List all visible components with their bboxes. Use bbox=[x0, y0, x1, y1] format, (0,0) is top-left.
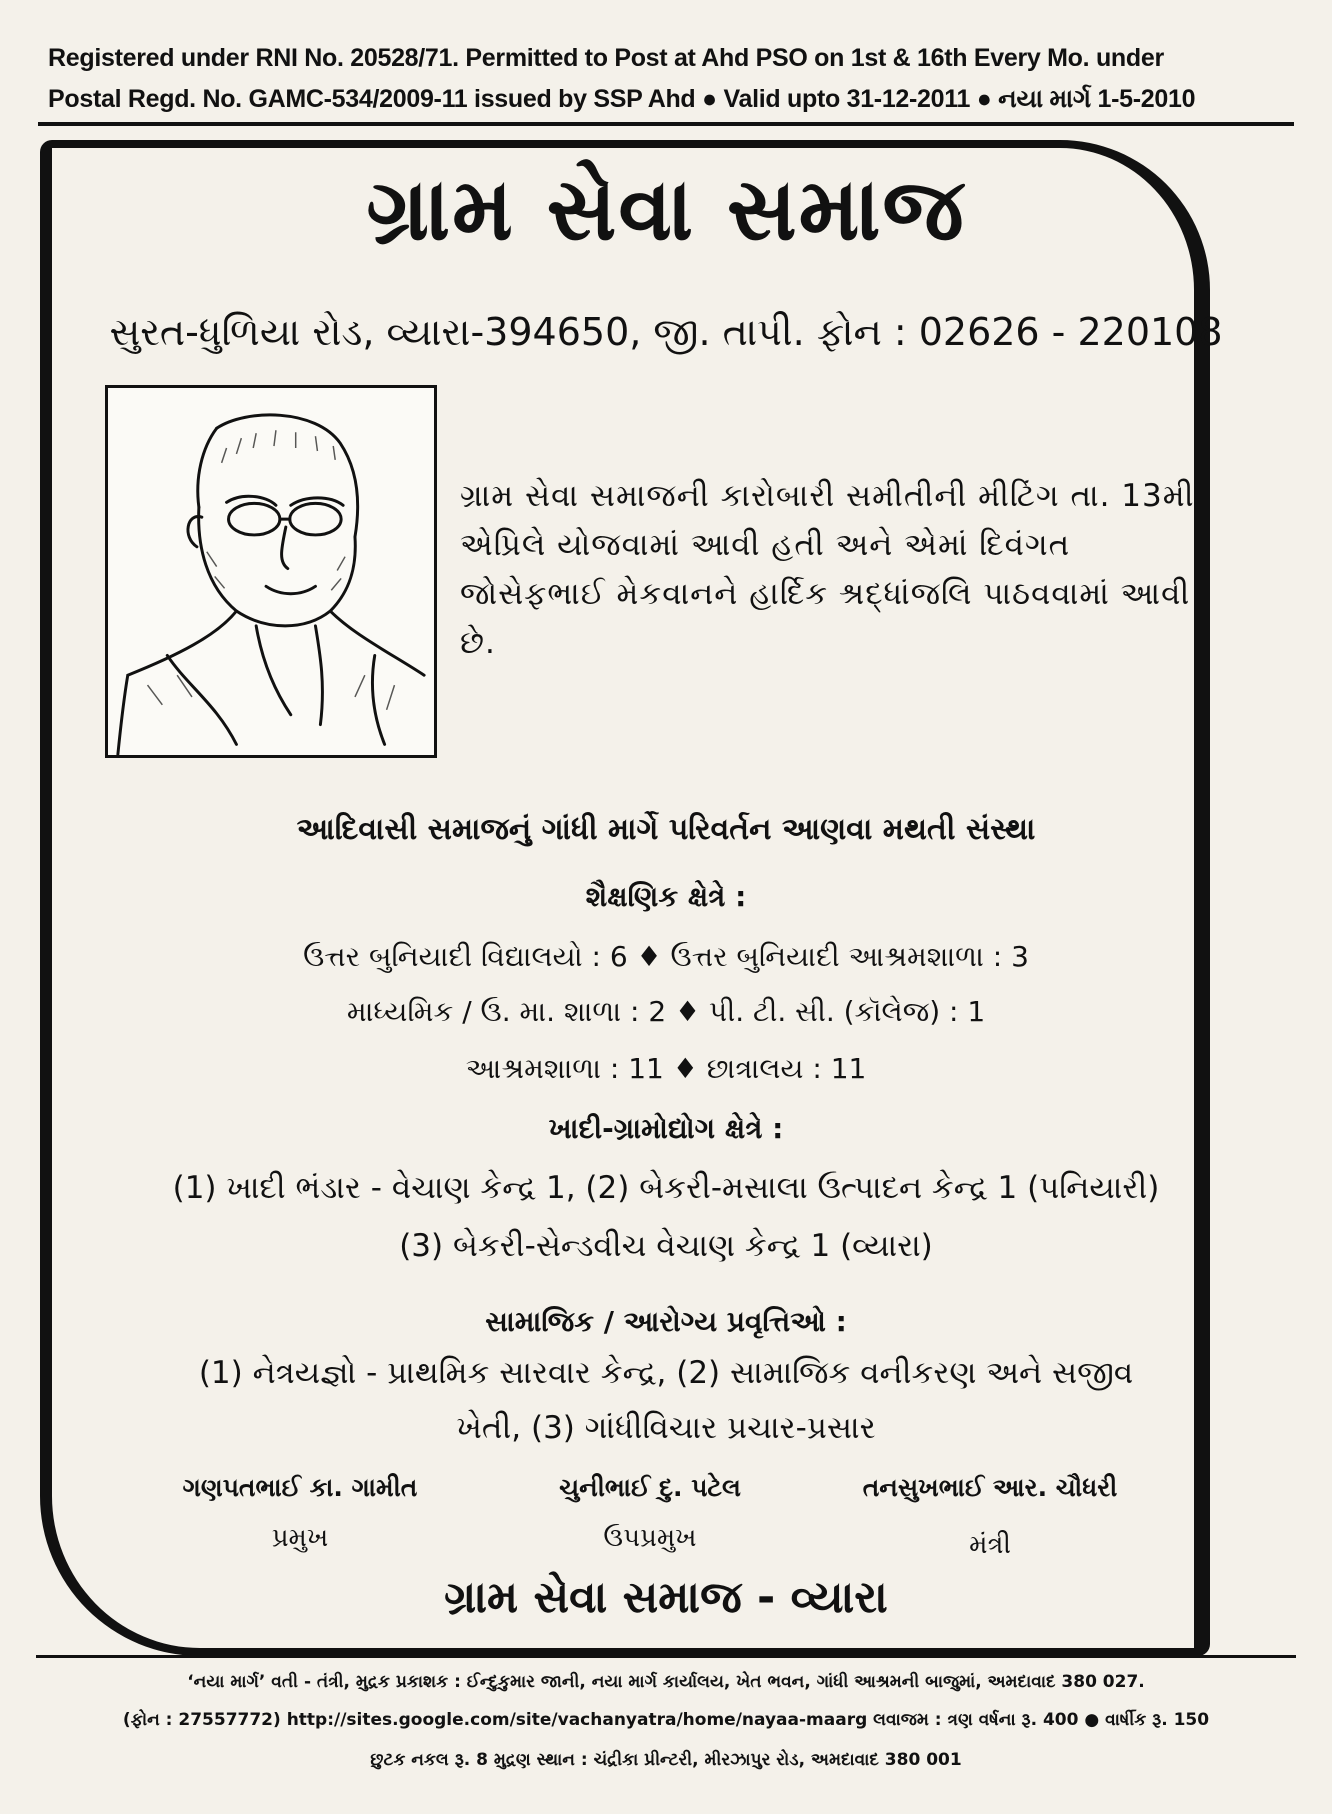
ad-title: ગ્રામ સેવા સમાજ bbox=[366, 160, 966, 260]
footer-printing-line: છુટક નકલ રૂ. 8 મુદ્રણ સ્થાન : ચંદ્રીકા પ્રીન્ટરી, મીરઝાપુર રોડ, અમદાવાદ 380 001 bbox=[370, 1750, 962, 1770]
ad-bottom-title: ગ્રામ સેવા સમાજ - વ્યારા bbox=[444, 1572, 888, 1623]
portrait-sketch bbox=[105, 385, 437, 758]
signatory-vice-president-name: ચુનીભાઈ દુ. પટેલ bbox=[559, 1473, 741, 1502]
khadi-line-2: (3) બેકરી-સેન્ડવીચ વેચાણ કેન્દ્ર 1 (વ્યારા) bbox=[399, 1228, 933, 1264]
ad-address: સુરત-ધુળિયા રોડ, વ્યારા-394650, જી. તાપી. ફોન : 02626 - 220108 bbox=[109, 310, 1223, 354]
signatory-secretary-name: તનસુખભાઈ આર. ચૌધરી bbox=[862, 1473, 1118, 1502]
footer-divider bbox=[36, 1655, 1296, 1658]
footer-subscription-line: (ફોન : 27557772) http://sites.google.com/site/vachanyatra/home/nayaa-maarg લવાજમ : ત્રણ વર્ષના રૂ. 400 ● વાર્ષીક રૂ. 150 bbox=[122, 1710, 1210, 1730]
header-divider bbox=[38, 122, 1294, 126]
social-line-2: ખેતી, (3) ગાંધીવિચાર પ્રચાર-પ્રસાર bbox=[456, 1410, 876, 1446]
portrait-drawing bbox=[108, 388, 434, 755]
education-line-1: ઉત્તર બુનિયાદી વિદ્યાલયો : 6 ♦ ઉત્તર બુનિયાદી આશ્રમશાળા : 3 bbox=[303, 940, 1029, 973]
khadi-heading: ખાદી-ગ્રામોદ્યોગ ક્ષેત્રે : bbox=[548, 1112, 784, 1145]
education-line-3: આશ્રમશાળા : 11 ♦ છાત્રાલય : 11 bbox=[465, 1052, 867, 1085]
mission-statement: આદિવાસી સમાજનું ગાંધી માર્ગે પરિવર્તન આણવા મથતી સંસ્થા bbox=[296, 812, 1036, 847]
social-line-1: (1) નેત્રયજ્ઞો - પ્રાથમિક સારવાર કેન્દ્ર, (2) સામાજિક વનીકરણ અને સજીવ bbox=[198, 1355, 1134, 1391]
education-line-2: માધ્યમિક / ઉ. મા. શાળા : 2 ♦ પી. ટી. સી. (કૉલેજ) : 1 bbox=[346, 995, 986, 1028]
social-heading: સામાજિક / આરોગ્ય પ્રવૃત્તિઓ : bbox=[485, 1305, 847, 1338]
postal-line: Postal Regd. No. GAMC-534/2009-11 issued by SSP Ahd ● Valid upto 31-12-2011 ● નયા માર્ગ 1-5-2010 bbox=[48, 85, 1196, 113]
signatory-president-name: ગણપતભાઈ કા. ગામીત bbox=[182, 1473, 418, 1502]
khadi-line-1: (1) ખાદી ભંડાર - વેચાણ કેન્દ્ર 1, (2) બેકરી-મસાલા ઉત્પાદન કેન્દ્ર 1 (પનિયારી) bbox=[172, 1170, 1160, 1206]
footer-publisher-line: ‘નયા માર્ગ’ વતી - તંત્રી, મુદ્રક પ્રકાશક : ઈન્દુકુમાર જાની, નયા માર્ગ કાર્યાલય, ખેત ભવન, ગાંધી આશ્રમની બાજુમાં, અમદાવાદ 380 027. bbox=[187, 1672, 1145, 1692]
signatory-president-role: પ્રમુખ bbox=[271, 1523, 329, 1553]
education-heading: શૈક્ષણિક ક્ષેત્રે : bbox=[585, 880, 747, 913]
meeting-notice: ગ્રામ સેવા સમાજની કારોબારી સમીતીની મીટિંગ તા. 13મી એપ્રિલે યોજવામાં આવી હતી અને એમાં દિવંગત જોસેફભાઈ મેકવાનને હાર્દિક શ્રદ્ધાંજલિ પાઠવવામાં આવી છે. bbox=[460, 478, 1195, 661]
registration-line: Registered under RNI No. 20528/71. Permitted to Post at Ahd PSO on 1st & 16th Every Mo. under bbox=[48, 44, 1164, 72]
signatory-secretary-role: મંત્રી bbox=[969, 1530, 1011, 1560]
signatory-vice-president-role: ઉપપ્રમુખ bbox=[603, 1523, 697, 1553]
